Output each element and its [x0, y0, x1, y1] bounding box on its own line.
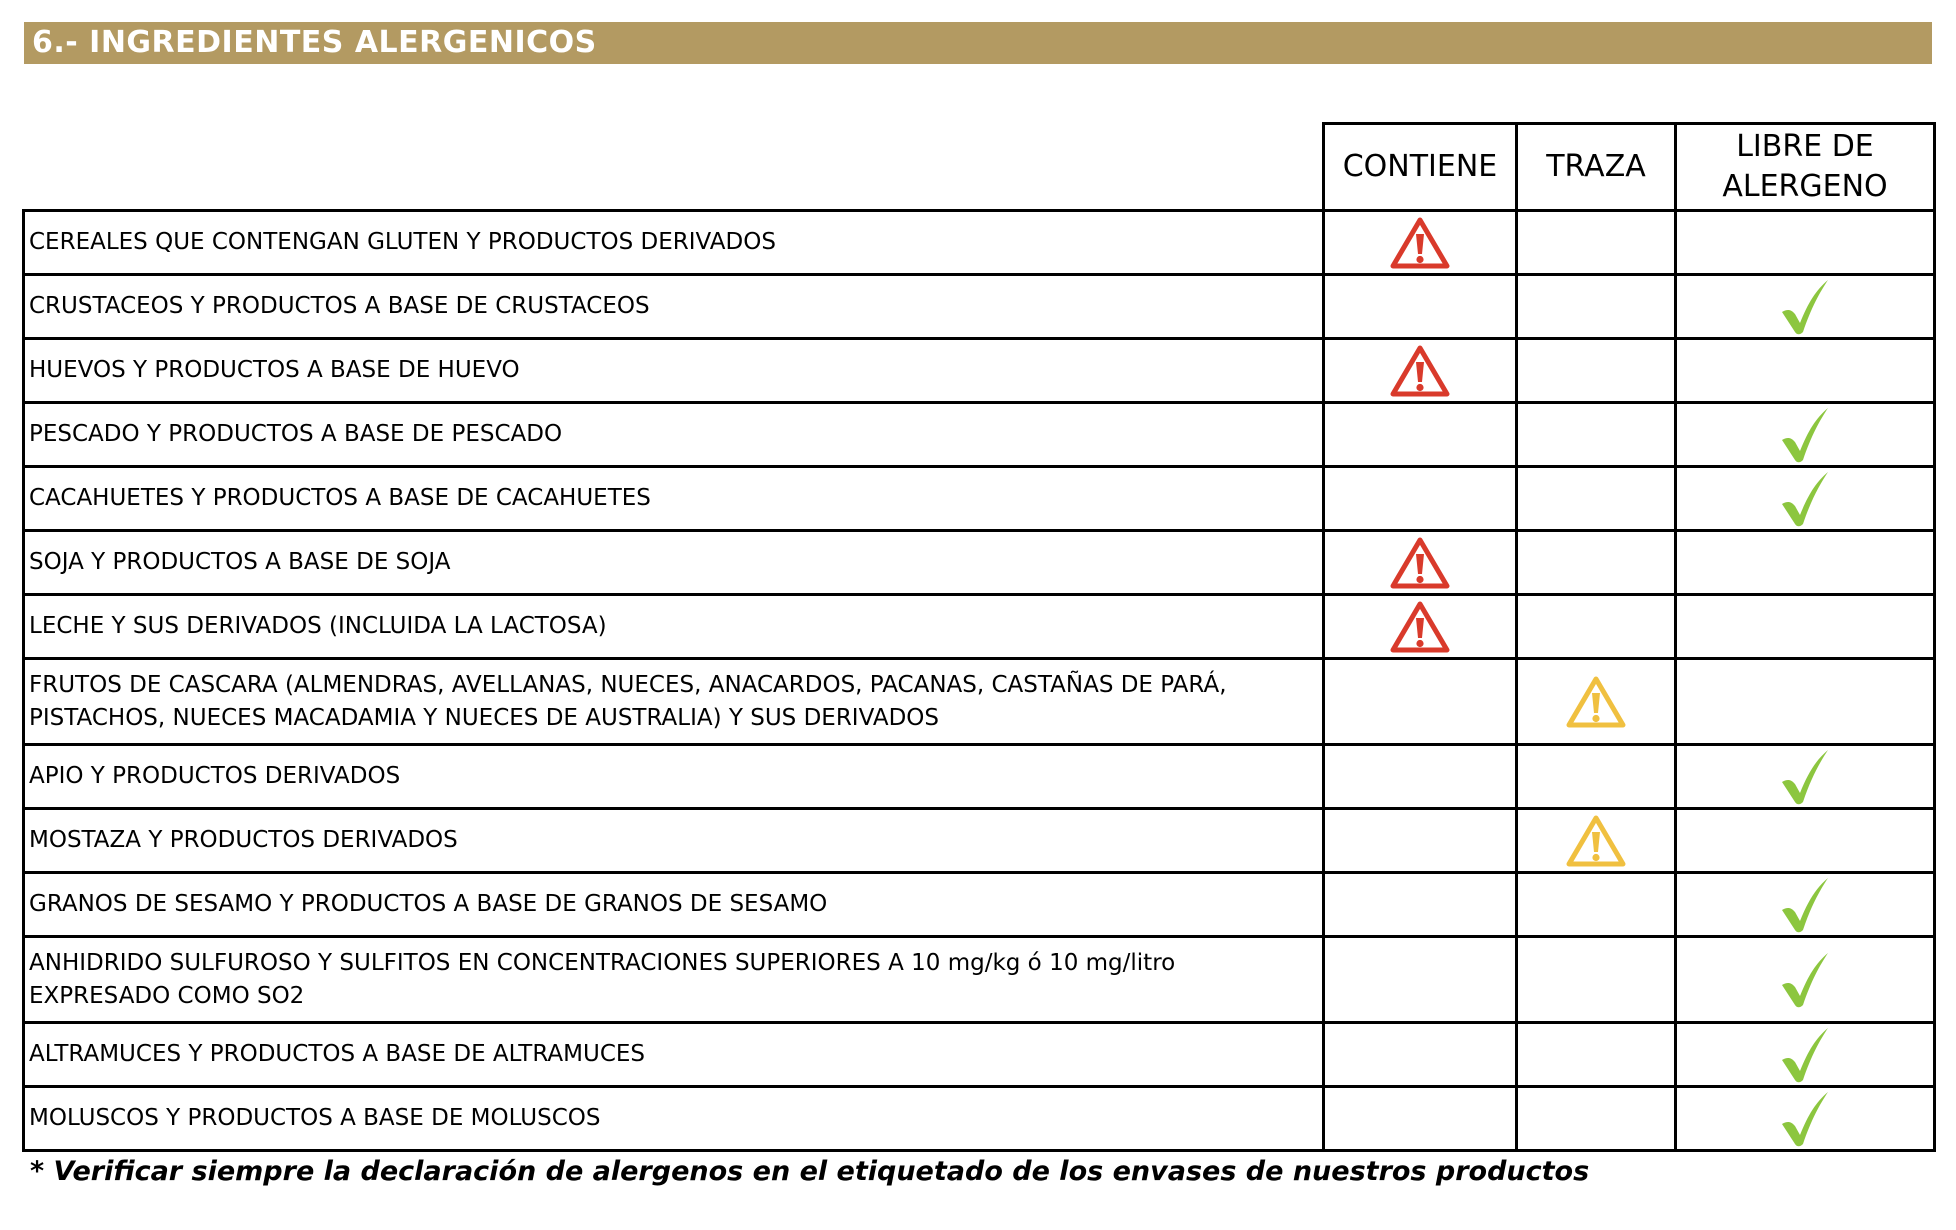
- cell-traza: [1517, 467, 1676, 531]
- table-row: [24, 211, 1935, 275]
- cell-traza: [1517, 1023, 1676, 1087]
- allergen-name: ALTRAMUCES Y PRODUCTOS A BASE DE ALTRAMUCES: [24, 1023, 1324, 1087]
- cell-libre: [1676, 937, 1935, 1023]
- table-row: [24, 595, 1935, 659]
- cell-traza: [1517, 595, 1676, 659]
- cell-libre: [1676, 339, 1935, 403]
- table-row: [24, 531, 1935, 595]
- cell-libre: [1676, 1023, 1935, 1087]
- cell-contiene: [1324, 745, 1517, 809]
- cell-contiene: [1324, 403, 1517, 467]
- allergen-name: ANHIDRIDO SULFUROSO Y SULFITOS EN CONCENTRACIONES SUPERIORES A 10 mg/kg ó 10 mg/litro EXPRESADO COMO SO2: [24, 937, 1324, 1023]
- table-row: [24, 275, 1935, 339]
- table-header-row: [24, 124, 1935, 211]
- allergen-table-body: [24, 211, 1935, 1151]
- cell-traza: [1517, 873, 1676, 937]
- header-blank-cell: [24, 124, 1324, 211]
- cell-contiene: [1324, 275, 1517, 339]
- yellow-warning-triangle-icon: [1565, 814, 1627, 868]
- column-header-contiene: CONTIENE: [1324, 124, 1517, 211]
- red-warning-triangle-icon: [1389, 600, 1451, 654]
- allergen-name: CACAHUETES Y PRODUCTOS A BASE DE CACAHUETES: [24, 467, 1324, 531]
- allergen-name: LECHE Y SUS DERIVADOS (INCLUIDA LA LACTOSA): [24, 595, 1324, 659]
- green-checkmark-icon: [1778, 470, 1832, 528]
- allergen-name: FRUTOS DE CASCARA (ALMENDRAS, AVELLANAS, NUECES, ANACARDOS, PACANAS, CASTAÑAS DE PARÁ, PISTACHOS, NUECES MACADAMIA Y NUECES DE AUSTRALIA) Y SUS DERIVADOS: [24, 659, 1324, 745]
- cell-traza: [1517, 403, 1676, 467]
- cell-contiene: [1324, 531, 1517, 595]
- table-row: [24, 745, 1935, 809]
- red-warning-triangle-icon: [1389, 216, 1451, 270]
- cell-traza: [1517, 1087, 1676, 1151]
- cell-contiene: [1324, 659, 1517, 745]
- cell-contiene: [1324, 1023, 1517, 1087]
- allergen-name: MOLUSCOS Y PRODUCTOS A BASE DE MOLUSCOS: [24, 1087, 1324, 1151]
- cell-libre: [1676, 467, 1935, 531]
- table-row: [24, 937, 1935, 1023]
- table-row: [24, 809, 1935, 873]
- table-row: [24, 1023, 1935, 1087]
- cell-traza: [1517, 531, 1676, 595]
- red-warning-triangle-icon: [1389, 536, 1451, 590]
- allergen-name: PESCADO Y PRODUCTOS A BASE DE PESCADO: [24, 403, 1324, 467]
- cell-libre: [1676, 745, 1935, 809]
- cell-contiene: [1324, 873, 1517, 937]
- section-title: 6.- INGREDIENTES ALERGENICOS: [24, 22, 1932, 64]
- table-row: [24, 873, 1935, 937]
- yellow-warning-triangle-icon: [1565, 675, 1627, 729]
- allergen-name: CRUSTACEOS Y PRODUCTOS A BASE DE CRUSTACEOS: [24, 275, 1324, 339]
- green-checkmark-icon: [1778, 1090, 1832, 1148]
- column-header-traza: TRAZA: [1517, 124, 1676, 211]
- cell-contiene: [1324, 1087, 1517, 1151]
- cell-contiene: [1324, 937, 1517, 1023]
- cell-libre: [1676, 275, 1935, 339]
- cell-libre: [1676, 809, 1935, 873]
- cell-traza: [1517, 211, 1676, 275]
- allergen-name: CEREALES QUE CONTENGAN GLUTEN Y PRODUCTOS DERIVADOS: [24, 211, 1324, 275]
- allergen-name: SOJA Y PRODUCTOS A BASE DE SOJA: [24, 531, 1324, 595]
- cell-contiene: [1324, 339, 1517, 403]
- column-header-libre-line2: ALERGENO: [1722, 169, 1888, 204]
- red-warning-triangle-icon: [1389, 344, 1451, 398]
- green-checkmark-icon: [1778, 1026, 1832, 1084]
- cell-libre: [1676, 403, 1935, 467]
- cell-contiene: [1324, 809, 1517, 873]
- table-row: [24, 659, 1935, 745]
- cell-libre: [1676, 873, 1935, 937]
- allergen-name: HUEVOS Y PRODUCTOS A BASE DE HUEVO: [24, 339, 1324, 403]
- column-header-libre-line1: LIBRE DE: [1736, 129, 1874, 164]
- allergen-name: MOSTAZA Y PRODUCTOS DERIVADOS: [24, 809, 1324, 873]
- table-row: [24, 467, 1935, 531]
- cell-libre: [1676, 595, 1935, 659]
- table-row: [24, 1087, 1935, 1151]
- cell-libre: [1676, 531, 1935, 595]
- allergen-name: APIO Y PRODUCTOS DERIVADOS: [24, 745, 1324, 809]
- allergen-name: GRANOS DE SESAMO Y PRODUCTOS A BASE DE GRANOS DE SESAMO: [24, 873, 1324, 937]
- allergen-table: [22, 122, 1936, 1152]
- cell-contiene: [1324, 595, 1517, 659]
- cell-traza: [1517, 937, 1676, 1023]
- cell-libre: [1676, 211, 1935, 275]
- cell-traza: [1517, 745, 1676, 809]
- cell-traza: [1517, 809, 1676, 873]
- green-checkmark-icon: [1778, 406, 1832, 464]
- green-checkmark-icon: [1778, 951, 1832, 1009]
- green-checkmark-icon: [1778, 278, 1832, 336]
- cell-traza: [1517, 275, 1676, 339]
- cell-libre: [1676, 659, 1935, 745]
- cell-traza: [1517, 659, 1676, 745]
- table-row: [24, 403, 1935, 467]
- table-row: [24, 339, 1935, 403]
- cell-contiene: [1324, 467, 1517, 531]
- cell-libre: [1676, 1087, 1935, 1151]
- column-header-libre: [1676, 124, 1935, 211]
- footnote: * Verificar siempre la declaración de alergenos en el etiquetado de los envases de nuestros productos: [30, 1156, 1590, 1187]
- green-checkmark-icon: [1778, 748, 1832, 806]
- green-checkmark-icon: [1778, 876, 1832, 934]
- cell-contiene: [1324, 211, 1517, 275]
- cell-traza: [1517, 339, 1676, 403]
